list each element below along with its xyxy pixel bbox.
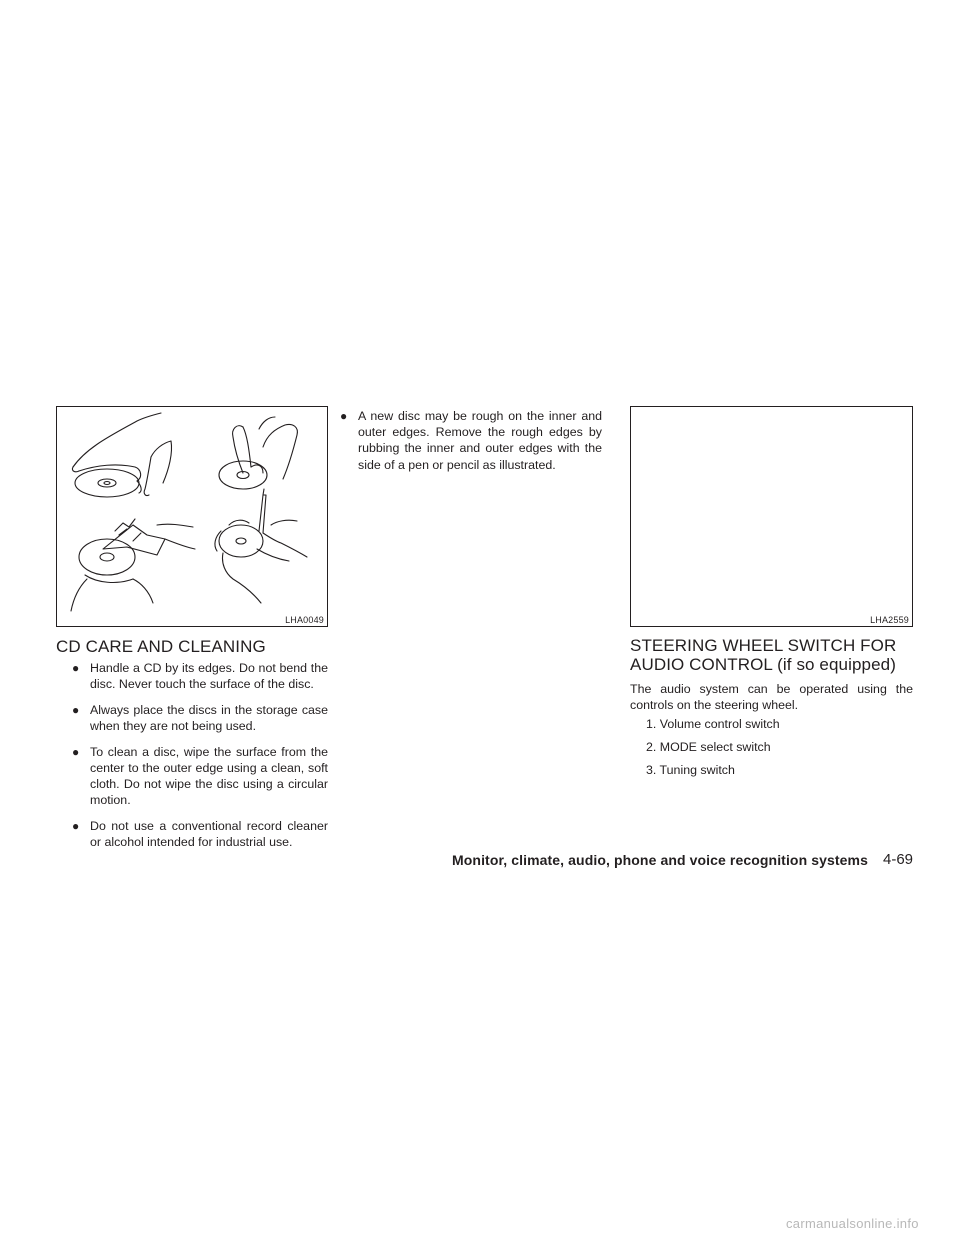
list-item: ● Always place the discs in the storage case when they are not being used.	[72, 702, 328, 734]
steering-heading: STEERING WHEEL SWITCH FOR AUDIO CONTROL (if so equipped)	[630, 636, 897, 674]
bullet-dot-icon: ●	[72, 702, 80, 717]
bullet-dot-icon: ●	[72, 661, 80, 675]
list-item: 1. Volume control switch	[646, 717, 780, 731]
bullet-dot-icon: ●	[72, 819, 80, 834]
pen-smoothing-edge-icon	[215, 489, 307, 603]
hand-holding-disc-icon	[72, 413, 171, 497]
steering-wheel-switch-illustration	[630, 406, 913, 627]
cd-care-bullet-list	[72, 660, 328, 860]
bullet-dot-icon: ●	[72, 744, 80, 759]
list-item: ● To clean a disc, wipe the surface from the center to the outer edge using a clean, soft cloth. Do not wipe the disc using a circular motion.	[72, 744, 328, 808]
list-item: ● Do not use a conventional record cleaner or alcohol intended for industrial use.	[72, 819, 328, 850]
list-item: 3. Tuning switch	[646, 763, 735, 777]
bullet-dot-icon: ●	[340, 409, 348, 423]
figure-code-right: LHA2559	[870, 615, 909, 625]
list-item: 2. MODE select switch	[646, 740, 771, 754]
finger-in-center-hole-icon	[219, 417, 297, 489]
steering-intro: The audio system can be operated using the controls on the steering wheel.	[630, 682, 913, 713]
cd-care-illustration	[56, 406, 328, 627]
list-item: ● Handle a CD by its edges. Do not bend the disc. Never touch the surface of the disc.	[72, 661, 328, 692]
rough-edges-bullet-list	[340, 408, 602, 482]
cd-handling-drawing	[57, 407, 327, 612]
cd-care-heading: CD CARE AND CLEANING	[56, 637, 266, 656]
page-number: 4-69	[883, 851, 914, 868]
list-item: ● A new disc may be rough on the inner and outer edges. Remove the rough edges by rubbing the inner and outer edges with the side of a pen or pencil as illustrated.	[340, 409, 602, 472]
cloth-wiping-disc-icon	[71, 519, 195, 611]
section-title: Monitor, climate, audio, phone and voice recognition systems	[452, 852, 868, 868]
watermark: carmanualsonline.info	[786, 1216, 919, 1231]
figure-code-left: LHA0049	[285, 615, 324, 625]
steering-switch-list	[646, 716, 906, 785]
